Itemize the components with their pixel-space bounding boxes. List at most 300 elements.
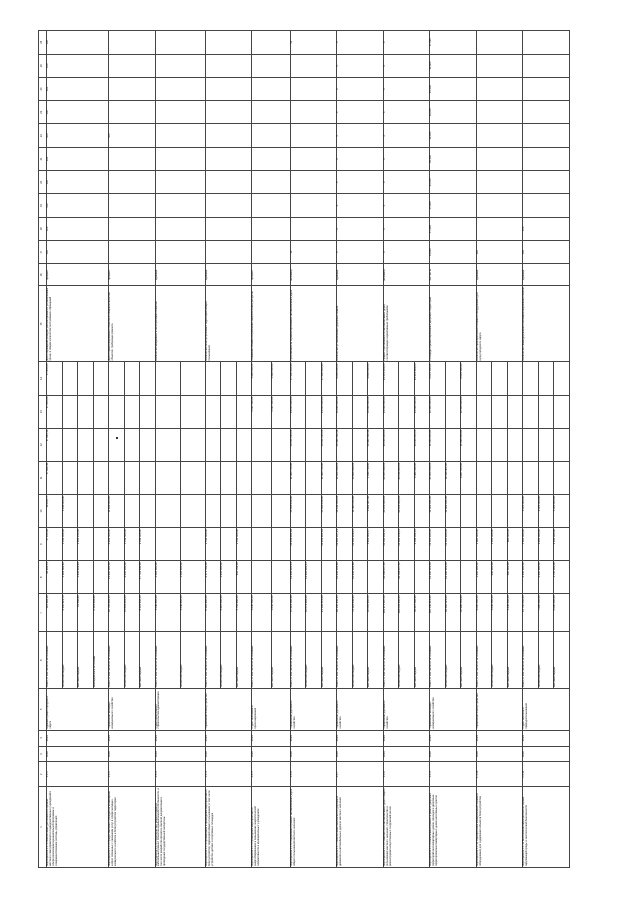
indicator-value [109, 241, 156, 264]
amount-cell: 3 600 000,00 [337, 362, 353, 395]
indicator-value: 12 [290, 241, 337, 264]
amount-cell [78, 428, 94, 461]
amount-cell: 82 130 245,51 [337, 594, 353, 632]
indicator-value [290, 54, 337, 77]
term-start: 2019 [383, 746, 430, 762]
amount-cell [507, 428, 523, 461]
funding-source: местный бюджет [368, 632, 384, 688]
amount-cell [476, 428, 492, 461]
amount-cell: 14 160 001,00 [445, 561, 461, 594]
amount-cell [236, 428, 252, 461]
amount-cell: 49 267 066,90 [414, 594, 430, 632]
indicator-value [523, 31, 570, 55]
amount-cell [414, 561, 430, 594]
amount-cell: 956 762,00 [236, 561, 252, 594]
amount-cell [306, 428, 322, 461]
measure-number: 1.1.5 [252, 762, 291, 787]
amount-cell: 11 060 000,00 [461, 428, 477, 461]
amount-cell [306, 395, 322, 428]
header-number-cell: 15 [39, 286, 47, 362]
amount-cell: 23 301 463,00 [383, 362, 399, 395]
amount-cell: 14 002 108,14 [399, 528, 415, 561]
measure-description: Мероприятие 1.1.8 Развитие сети автомобильных дорог общего пользования местного значения, строительство и реконструкция искусственных сооружений на них [383, 787, 430, 868]
indicator-value [205, 241, 252, 264]
amount-cell: 10 400 000,00 [430, 395, 446, 428]
amount-cell: 9 489 416,00 [414, 461, 430, 494]
indicator-value [476, 147, 523, 170]
amount-cell [62, 461, 78, 494]
indicator-value: 15,160 [430, 77, 477, 100]
amount-cell: 21 200 000,00 [109, 561, 125, 594]
amount-cell [155, 494, 180, 527]
amount-cell [306, 461, 322, 494]
amount-cell: 16 016 000,00 [383, 428, 399, 461]
funding-source: местный бюджет [236, 632, 252, 688]
header-number-cell: 8 [39, 561, 47, 594]
indicator-value: 17,520 [430, 31, 477, 55]
indicator-value: 120 [476, 241, 523, 264]
indicator-value: 0 [383, 54, 430, 77]
amount-cell: 72 124 645,00 [352, 594, 368, 632]
amount-cell [476, 494, 492, 527]
term-start: 2018 [430, 746, 477, 762]
amount-cell [538, 461, 554, 494]
indicator-value [290, 124, 337, 147]
indicator-value [523, 101, 570, 124]
funding-source: местный бюджет [461, 632, 477, 688]
amount-cell: 99 160 021,00 [445, 594, 461, 632]
amount-cell: 2 340 000,00 [554, 528, 570, 561]
amount-cell [236, 461, 252, 494]
indicator-value: 14,620 [430, 54, 477, 77]
indicator-value [155, 54, 205, 77]
indicator-value [109, 217, 156, 240]
amount-cell [352, 395, 368, 428]
indicator-value: 17,620 [430, 217, 477, 240]
amount-cell [414, 494, 430, 527]
indicator-unit: единица [337, 264, 384, 286]
funding-source: областной бюджет [399, 632, 415, 688]
indicator-value [155, 124, 205, 147]
amount-cell: 16 116 401,00 [445, 461, 461, 494]
indicator-value [155, 77, 205, 100]
amount-cell: 4 262 500,00 [109, 528, 125, 561]
indicator-value [109, 31, 156, 55]
amount-cell [236, 494, 252, 527]
indicator-value: 0 [383, 241, 430, 264]
amount-cell: 17 865,13 [47, 428, 63, 461]
term-start: 2018 [337, 746, 384, 762]
funding-source: местный бюджет [507, 632, 523, 688]
amount-cell [93, 528, 109, 561]
amount-cell [252, 428, 271, 461]
indicator-value [290, 101, 337, 124]
amount-cell: 3 600 000,00 [368, 362, 384, 395]
amount-cell: 13 264 420,31 [306, 561, 322, 594]
indicator-value [155, 171, 205, 194]
amount-cell: 16 416 016,62 [337, 561, 353, 594]
amount-cell: 17 855,03 [47, 395, 63, 428]
amount-cell: 1 440 000,00 [507, 594, 523, 632]
header-number-cell: 9 [39, 528, 47, 561]
amount-cell: 15 604 404,00 [124, 594, 140, 632]
executor: Отдел капитального строительства администрации [155, 688, 205, 730]
amount-cell [93, 461, 109, 494]
amount-cell [252, 494, 271, 527]
amount-cell: 14 596,80 [78, 594, 94, 632]
funding-source: областной бюджет [62, 632, 78, 688]
rotated-page [38, 30, 570, 868]
indicator-value [476, 101, 523, 124]
measure-description: Мероприятие 1.1.5 Проведение мероприятий по энергосбережению и повышению энергетической эффективности в муниципальных учреждениях [252, 787, 291, 868]
funding-source: Всего, в том числе по источникам: [290, 632, 306, 688]
amount-cell [140, 362, 156, 395]
amount-cell: 12 750 000,00 [523, 594, 539, 632]
funding-source: областной бюджет [306, 632, 322, 688]
indicator-value: 0 [337, 241, 384, 264]
indicator-unit: километр [383, 264, 430, 286]
amount-cell: 14 015 000,00 [321, 395, 337, 428]
amount-cell: 1 000 000,00 [492, 528, 508, 561]
indicator-value [523, 147, 570, 170]
funding-source: местный бюджет [78, 632, 94, 688]
amount-cell: 3 416 160,00 [124, 561, 140, 594]
indicator-value: 0 [383, 194, 430, 217]
amount-cell: 3 146 000,00 [140, 528, 156, 561]
amount-cell [205, 494, 221, 527]
header-number-cell: 24 [39, 77, 47, 100]
header-number-cell: 7 [39, 594, 47, 632]
amount-cell: 1 399 798,00 [368, 461, 384, 494]
amount-cell: 15 506 214,00 [321, 494, 337, 527]
term-start: 2020 [252, 746, 291, 762]
header-number-cell: 17 [39, 241, 47, 264]
indicator-value: 12,000 [430, 124, 477, 147]
indicator-value [523, 54, 570, 77]
amount-cell [523, 362, 539, 395]
amount-cell [93, 494, 109, 527]
amount-cell: 35 986 593,20 [461, 594, 477, 632]
header-number-cell: 4 [39, 730, 47, 746]
amount-cell: 16 458 261,32 [321, 528, 337, 561]
indicator-name: Количество установленных дорожных знаков [337, 286, 384, 362]
term-end: 2024 [109, 730, 156, 746]
amount-cell [306, 528, 322, 561]
amount-cell: 1 502 000,00 [180, 561, 205, 594]
funding-source: Всего, в том числе по источникам: [430, 632, 446, 688]
amount-cell [461, 494, 477, 527]
indicator-value [476, 31, 523, 55]
term-end: 2024 [155, 730, 205, 746]
indicator-value [155, 217, 205, 240]
table-row [109, 31, 125, 868]
amount-cell [221, 362, 237, 395]
term-start: 2018 [205, 746, 252, 762]
table-row [290, 31, 306, 868]
header-number-cell: 14 [39, 362, 47, 395]
amount-cell: 3 131 258,15 [140, 594, 156, 632]
indicator-value [205, 77, 252, 100]
indicator-unit: единица [205, 264, 252, 286]
indicator-value [109, 54, 156, 77]
indicator-value: 0 [383, 77, 430, 100]
amount-cell [352, 428, 368, 461]
amount-cell: 16 142 503,04 [337, 494, 353, 527]
amount-cell [476, 461, 492, 494]
amount-cell: 1 640 000,00 [492, 594, 508, 632]
table-row [155, 31, 180, 868]
term-end: 2024 [290, 730, 337, 746]
amount-cell: 21 004 016,00 [430, 461, 446, 494]
indicator-value [155, 194, 205, 217]
program-table [38, 30, 570, 868]
indicator-value: 100 [47, 101, 109, 124]
indicator-value [109, 194, 156, 217]
measure-number: 1.1.10 [476, 762, 523, 787]
amount-cell: 1 752 390,00 [236, 594, 252, 632]
amount-cell: 4 410 000,00 [221, 594, 237, 632]
amount-cell [523, 461, 539, 494]
header-number-cell: 19 [39, 194, 47, 217]
amount-cell [180, 461, 205, 494]
amount-cell [205, 428, 221, 461]
amount-cell [205, 461, 221, 494]
amount-cell: 1 116 500,00 [124, 528, 140, 561]
amount-cell [62, 362, 78, 395]
amount-cell: 1 492 000,00 [252, 362, 271, 395]
header-number-cell: 20 [39, 171, 47, 194]
amount-cell: 2 171 762,00 [205, 561, 221, 594]
amount-cell [271, 461, 290, 494]
amount-cell: 2 000 000,00 [538, 494, 554, 527]
indicator-value [252, 194, 291, 217]
indicator-unit: единица [155, 264, 205, 286]
amount-cell [180, 395, 205, 428]
table-row [252, 31, 271, 868]
amount-cell [124, 494, 140, 527]
table-row [476, 31, 492, 868]
amount-cell: 125 482,16 [47, 594, 63, 632]
indicator-value: 100 [47, 171, 109, 194]
indicator-value [155, 31, 205, 55]
indicator-value [252, 217, 291, 240]
amount-cell: 1 546 800,00 [180, 594, 205, 632]
header-number-cell: 6 [39, 632, 47, 688]
amount-cell: 21 139 501,68 [321, 594, 337, 632]
amount-cell: 1 640 500,00 [252, 594, 271, 632]
amount-cell [236, 362, 252, 395]
amount-cell: 3 080 000,00 [476, 594, 492, 632]
amount-cell: 18 264,51 [47, 561, 63, 594]
indicator-value: 0 [383, 101, 430, 124]
amount-cell [461, 561, 477, 594]
amount-cell [399, 362, 415, 395]
indicator-value [476, 217, 523, 240]
indicator-value: 100 [523, 241, 570, 264]
amount-cell: 1 492 000,00 [271, 362, 290, 395]
indicator-unit: километр [290, 264, 337, 286]
funding-source: Всего, в том числе по источникам: [109, 632, 125, 688]
amount-cell: 1 216 404,24 [78, 561, 94, 594]
indicator-name: Прирост протяженности автомобильных дорог, соответствующих нормативным требованиям [383, 286, 430, 362]
measure-description: Мероприятие 1.1.9 Капитальный ремонт и ремонт дворовых территорий многоквартирных домов, проездов к дворовым территориям многоквартирных домов населенных пунктов [430, 787, 477, 868]
amount-cell: 7 660 000,00 [538, 594, 554, 632]
indicator-value: 100 [47, 217, 109, 240]
indicator-value: 100 [523, 217, 570, 240]
amount-cell: 18 104,77 [47, 494, 63, 527]
amount-cell: 6 162 390,00 [205, 594, 221, 632]
amount-cell [62, 428, 78, 461]
amount-cell [492, 395, 508, 428]
amount-cell [461, 528, 477, 561]
measure-number: 1.1.11 [523, 762, 570, 787]
indicator-unit: процент [47, 264, 109, 286]
executor: Управление дорожного хозяйства [383, 688, 430, 730]
term-start: 2018 [47, 746, 109, 762]
amount-cell: 13 002 000,00 [414, 395, 430, 428]
term-start: 2018 [523, 746, 570, 762]
amount-cell: 1 621 100,00 [252, 395, 271, 428]
amount-cell: 49 505 416,00 [383, 461, 399, 494]
measure-description: Мероприятие 1.1.4 Организация и проведение мероприятий по благоустройству территорий общего пользования, в том числе устройство детских и спортивных площадок [205, 787, 252, 868]
amount-cell [445, 428, 461, 461]
table-row [47, 31, 63, 868]
amount-cell: 1 621 100,00 [271, 395, 290, 428]
indicator-value [205, 124, 252, 147]
amount-cell [554, 395, 570, 428]
amount-cell [507, 494, 523, 527]
indicator-name: Протяженность отремонтированных автомобильных дорог [290, 286, 337, 362]
amount-cell: 1 512 000,00 [205, 528, 221, 561]
amount-cell: 2 101 602,40 [93, 594, 109, 632]
indicator-value: 0 [337, 101, 384, 124]
amount-cell [306, 362, 322, 395]
amount-cell [507, 362, 523, 395]
amount-cell: 17 915,32 [47, 528, 63, 561]
amount-cell: 1 512 000,00 [236, 528, 252, 561]
amount-cell: 4 887 615,00 [461, 461, 477, 494]
amount-cell: 20 046 117,10 [399, 561, 415, 594]
amount-cell [180, 362, 205, 395]
amount-cell: 16 074 664,50 [306, 594, 322, 632]
indicator-value [205, 54, 252, 77]
amount-cell [523, 395, 539, 428]
indicator-value: 100 [47, 241, 109, 264]
term-start: 2018 [109, 746, 156, 762]
amount-cell [93, 428, 109, 461]
amount-cell [445, 362, 461, 395]
executor: Управление жилищно-коммунального хозяйства [109, 688, 156, 730]
amount-cell [492, 494, 508, 527]
indicator-value [290, 171, 337, 194]
amount-cell: 10 400 000,00 [461, 395, 477, 428]
indicator-value: 17,620 [430, 194, 477, 217]
amount-cell: 4 150 000,00 [523, 561, 539, 594]
indicator-value [155, 147, 205, 170]
amount-cell [93, 362, 109, 395]
amount-cell [271, 494, 290, 527]
amount-cell: 18 735 662,15 [109, 594, 125, 632]
amount-cell [124, 461, 140, 494]
amount-cell [155, 428, 180, 461]
indicator-value [252, 77, 291, 100]
measure-description: Мероприятие 1.1.1 Обеспечение деятельности органов местного самоуправления и подведомственных учреждений в сфере реализации муниципальной программы и совершенствование системы управления [47, 787, 109, 868]
amount-cell: 13 002 000,00 [383, 395, 399, 428]
indicator-name: Площадь отремонтированных дворовых территорий [430, 286, 477, 362]
header-number-cell: 3 [39, 746, 47, 762]
measure-number: 1.1.8 [383, 762, 430, 787]
indicator-name: Снижение объема потребления энергетических ресурсов [252, 286, 291, 362]
amount-cell [155, 395, 180, 428]
amount-cell: 880 000,00 [507, 528, 523, 561]
indicator-value [523, 171, 570, 194]
amount-cell [492, 428, 508, 461]
funding-source: местный бюджет [414, 632, 430, 688]
indicator-name: Количество приобретенной техники и оборудования для нужд городского округа [476, 286, 523, 362]
amount-cell: 40 106 320,18 [399, 494, 415, 527]
amount-cell [554, 428, 570, 461]
term-start: 2019 [155, 746, 205, 762]
amount-cell [140, 494, 156, 527]
amount-cell [271, 528, 290, 561]
amount-cell: 4 150 621,70 [62, 594, 78, 632]
amount-cell: 13 501 010,00 [321, 428, 337, 461]
amount-cell: 5 090 000,00 [554, 594, 570, 632]
funding-source: областной бюджет [180, 632, 205, 688]
amount-cell: 17 305 202,20 [321, 362, 337, 395]
indicator-unit: единица [523, 264, 570, 286]
indicator-value [109, 171, 156, 194]
amount-cell [221, 528, 237, 561]
term-end: 2024 [523, 730, 570, 746]
indicator-value: 100 [47, 147, 109, 170]
amount-cell: 2 038 054,31 [414, 528, 430, 561]
amount-cell [155, 528, 180, 561]
indicator-value [155, 101, 205, 124]
table-row [337, 31, 353, 868]
amount-cell [399, 428, 415, 461]
amount-cell [221, 428, 237, 461]
amount-cell [221, 494, 237, 527]
amount-cell [221, 395, 237, 428]
measure-number: 1.1.4 [205, 762, 252, 787]
amount-cell [78, 395, 94, 428]
indicator-value [252, 101, 291, 124]
funding-source: Всего, в том числе по источникам: [476, 632, 492, 688]
indicator-unit: тыс. кв. м [430, 264, 477, 286]
term-start: 2018 [290, 746, 337, 762]
amount-cell: 1 215 000,00 [221, 561, 237, 594]
indicator-value: 21,010 [430, 171, 477, 194]
amount-cell: 1 546 800,00 [155, 594, 180, 632]
amount-cell: 13 264 420,31 [290, 561, 306, 594]
indicator-unit: процент [109, 264, 156, 286]
indicator-value: 0 [337, 31, 384, 55]
amount-cell: 10 460 152,46 [337, 428, 353, 461]
amount-cell: 13 501 010,00 [290, 428, 306, 461]
amount-cell [140, 395, 156, 428]
amount-cell [155, 362, 180, 395]
amount-cell: 1 211 050,00 [62, 528, 78, 561]
measure-description: Мероприятие 1.1.6 Содержание и ремонт автомобильных дорог общего пользования местного значения [290, 787, 337, 868]
amount-cell [507, 395, 523, 428]
indicator-unit: единица [476, 264, 523, 286]
amount-cell [554, 362, 570, 395]
funding-source: областной бюджет [221, 632, 237, 688]
amount-cell: 3 682 387,96 [368, 494, 384, 527]
measure-description: Мероприятие 1.1.3 Строительство, реконструкция и капитальный ремонт объектов муниципальной собственности, в том числе разработка проектно-сметной документации и проведение государственной экспертизы [155, 787, 205, 868]
amount-cell: 20 046 117,10 [383, 561, 399, 594]
